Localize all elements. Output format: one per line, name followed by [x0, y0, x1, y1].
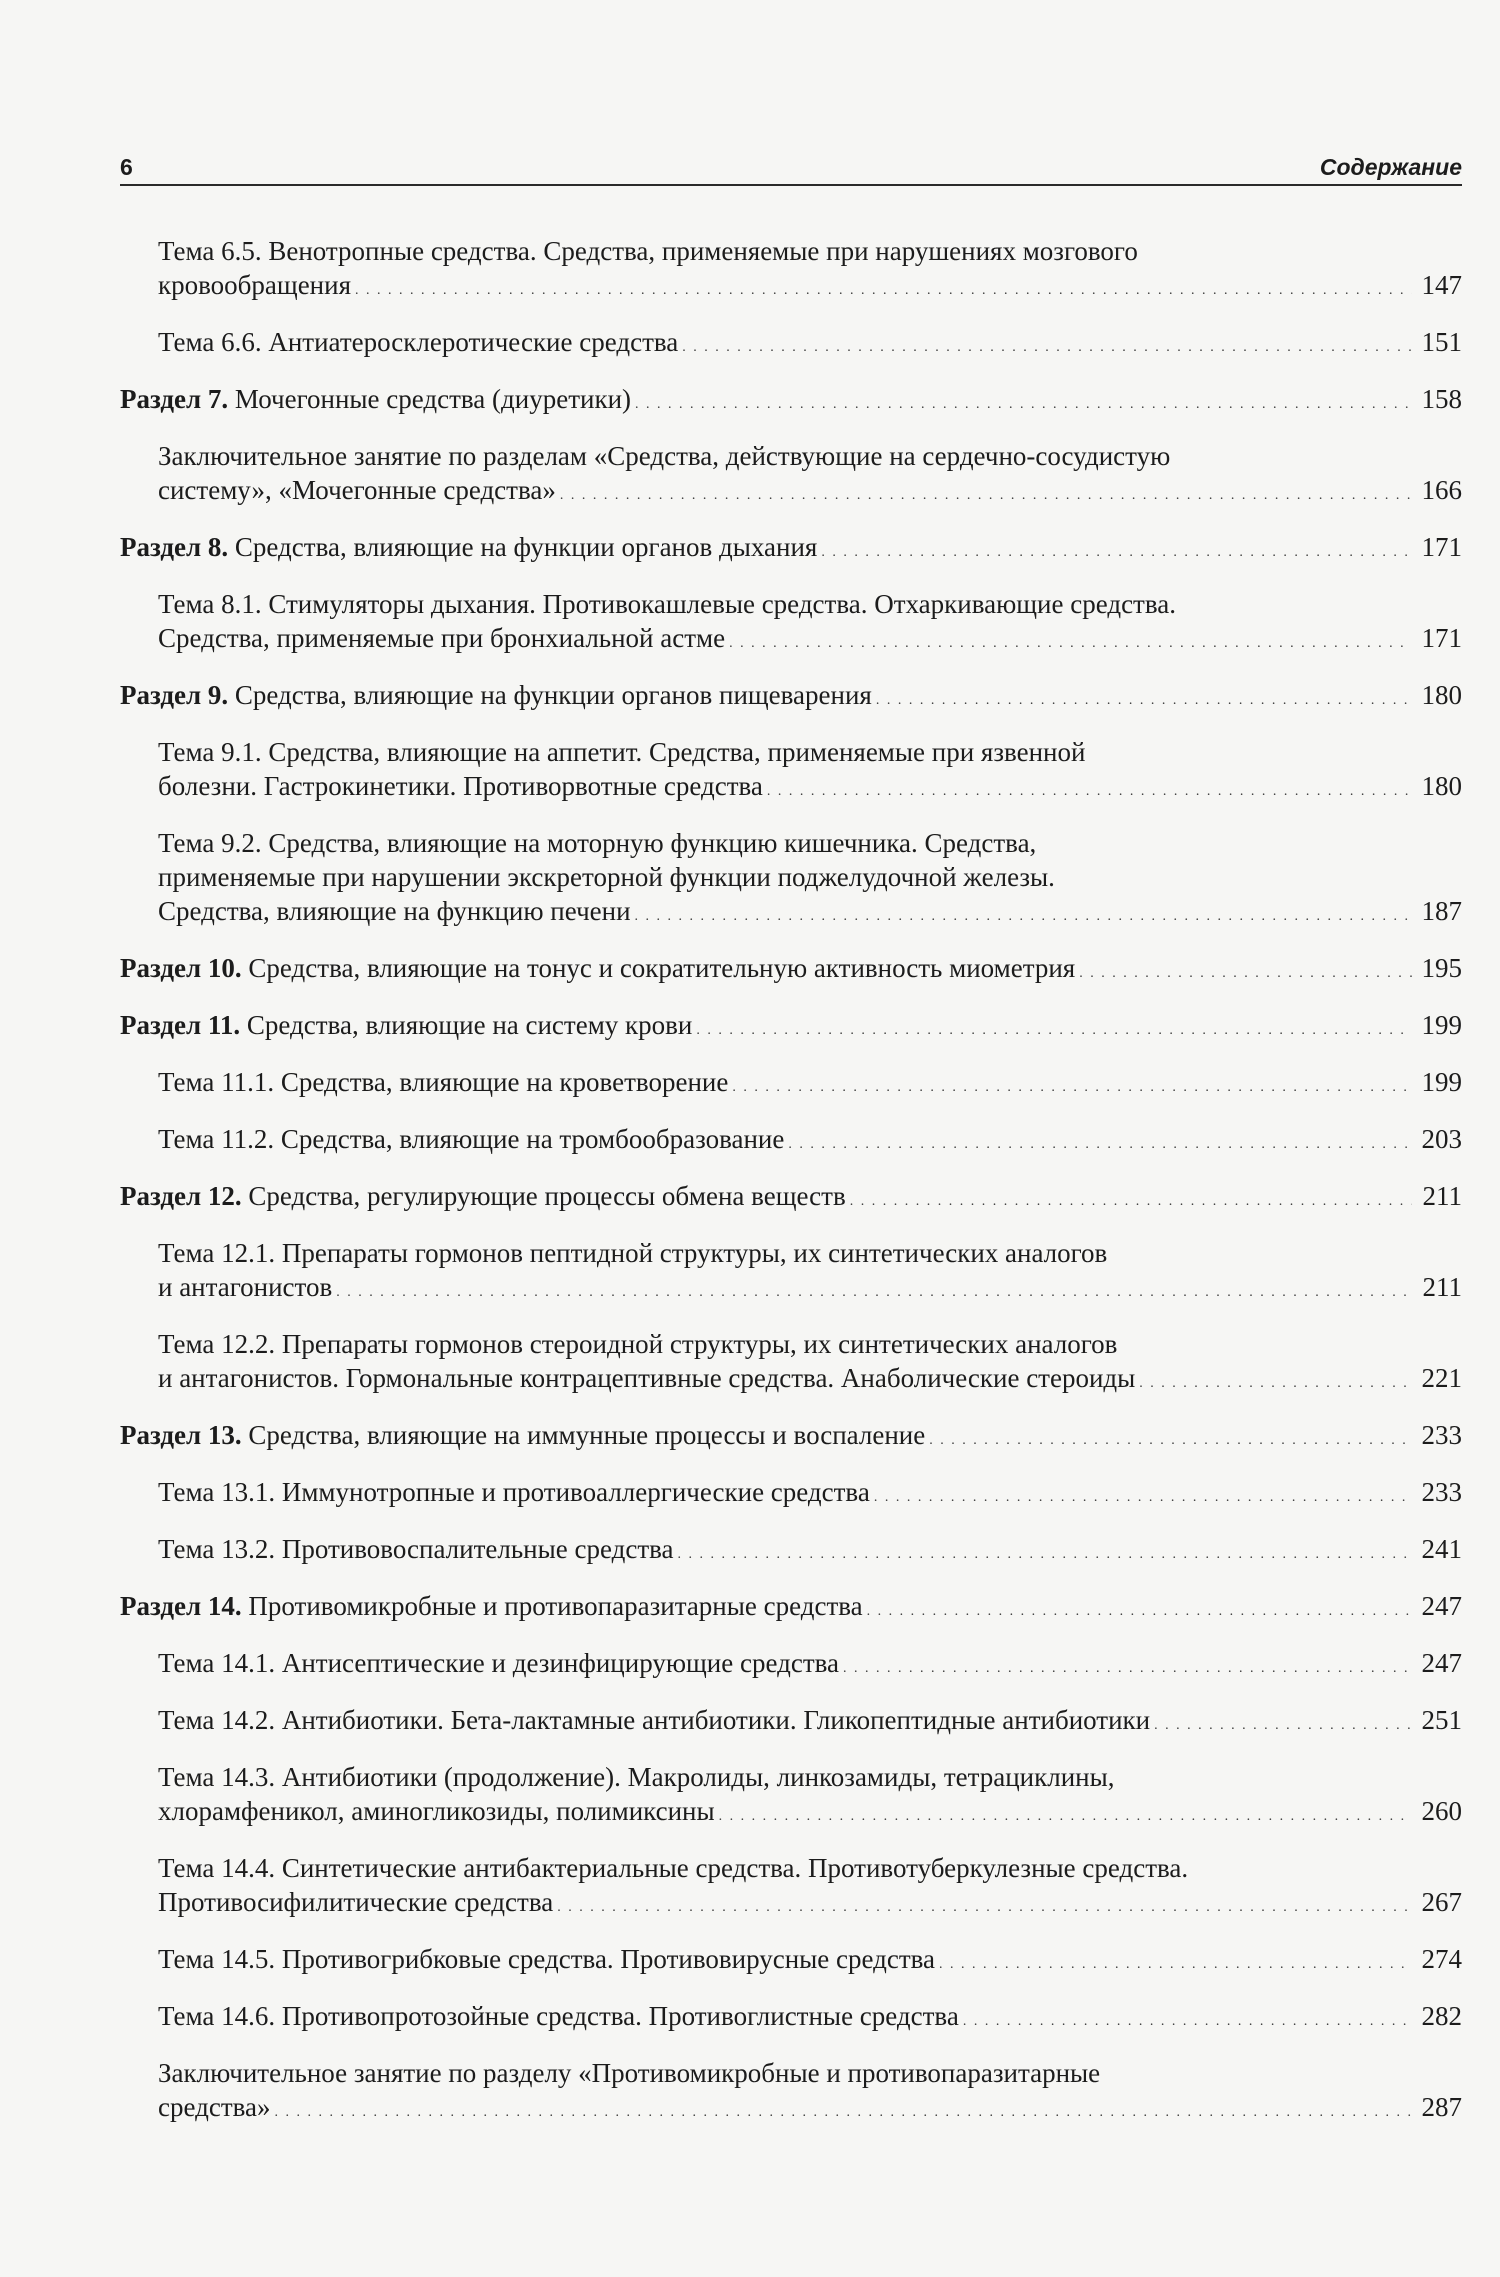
page-ref: 287: [1421, 2092, 1462, 2122]
entry-title: Противосифилитические средства: [158, 1887, 554, 1917]
page-ref: 247: [1421, 1591, 1462, 1621]
page-ref: 260: [1421, 1796, 1462, 1826]
entry-text: [120, 678, 872, 712]
toc-topic-entry[interactable]: [120, 1760, 1462, 1834]
entry-text: [158, 268, 351, 302]
entry-text: [158, 1999, 959, 2033]
entry-title: Средства, регулирующие процессы обмена веществ: [241, 1181, 846, 1211]
entry-title: Средства, влияющие на систему крови: [240, 1010, 693, 1040]
entry-title: кровообращения: [158, 270, 351, 300]
entry-gap: [120, 1310, 1462, 1327]
entry-gap: [120, 1162, 1462, 1179]
leader-dots: [719, 1794, 1412, 1834]
page-ref: 171: [1421, 532, 1462, 562]
page-ref: 180: [1421, 771, 1462, 801]
page-ref: 199: [1421, 1067, 1462, 1097]
page-ref: 282: [1421, 2001, 1462, 2031]
section-label: Раздел 8.: [120, 532, 229, 562]
entry-final-line: [158, 1703, 1462, 1743]
toc-section-entry[interactable]: [120, 1418, 1462, 1458]
entry-gap: [120, 2039, 1462, 2056]
entry-final-line: [120, 1008, 1462, 1048]
leader-dots: [557, 1885, 1412, 1925]
leader-dots: [867, 1589, 1412, 1629]
leader-dots: [788, 1122, 1412, 1162]
toc-topic-entry[interactable]: [120, 1327, 1462, 1401]
toc-topic-entry[interactable]: [120, 234, 1462, 308]
entry-gap: [120, 809, 1462, 826]
entry-final-line: [158, 621, 1462, 661]
entry-final-line: [158, 473, 1462, 513]
leader-dots: [729, 621, 1412, 661]
toc-topic-entry[interactable]: [120, 826, 1462, 934]
entry-final-line: [158, 894, 1462, 934]
entry-gap: [120, 1458, 1462, 1475]
entry-text-line: Тема 9.1. Средства, влияющие на аппетит. Средства, применяемые при язвенной: [158, 737, 1086, 767]
entry-text-line: Тема 12.2. Препараты гормонов стероидной структуры, их синтетических аналогов: [158, 1329, 1118, 1359]
entry-gap: [120, 1219, 1462, 1236]
entry-gap: [120, 1982, 1462, 1999]
entry-gap: [120, 661, 1462, 678]
page-ref: 171: [1421, 623, 1462, 653]
entry-gap: [120, 308, 1462, 325]
entry-gap: [120, 422, 1462, 439]
entry-text: [158, 1475, 870, 1509]
leader-dots: [876, 678, 1412, 718]
page-ref: 158: [1421, 384, 1462, 414]
entry-text: [158, 621, 725, 655]
page-ref: 233: [1421, 1420, 1462, 1450]
entry-title: и антагонистов: [158, 1272, 333, 1302]
entry-gap: [120, 1572, 1462, 1589]
entry-gap: [120, 718, 1462, 735]
entry-final-line: [120, 678, 1462, 718]
toc-topic-entry[interactable]: [120, 1999, 1462, 2039]
page-ref: 195: [1421, 953, 1462, 983]
entry-text: [158, 325, 678, 359]
entry-gap: [120, 1629, 1462, 1646]
entry-text: [158, 1885, 553, 1919]
entry-title: Тема 11.2. Средства, влияющие на тромбообразование: [158, 1124, 785, 1154]
toc-section-entry[interactable]: [120, 1589, 1462, 1629]
leader-dots: [336, 1270, 1412, 1310]
entry-title: Тема 13.2. Противовоспалительные средства: [158, 1534, 674, 1564]
section-label: Раздел 12.: [120, 1181, 242, 1211]
page-ref: 251: [1421, 1705, 1462, 1735]
leader-dots: [821, 530, 1412, 570]
entry-title: Тема 14.1. Антисептические и дезинфицирующие средства: [158, 1648, 839, 1678]
entry-gap: [120, 570, 1462, 587]
entry-text: [120, 530, 817, 564]
leader-dots: [939, 1942, 1412, 1982]
entry-text-line: применяемые при нарушении экскреторной функции поджелудочной железы.: [158, 862, 1055, 892]
entry-title: Тема 13.1. Иммунотропные и противоаллергические средства: [158, 1477, 870, 1507]
page-ref: 199: [1421, 1010, 1462, 1040]
entry-title: Средства, влияющие на функцию печени: [158, 896, 631, 926]
leader-dots: [560, 473, 1412, 513]
leader-dots: [732, 1065, 1412, 1105]
entry-final-line: [158, 1270, 1462, 1310]
entry-title: средства»: [158, 2092, 271, 2122]
entry-text: [158, 769, 763, 803]
toc-topic-entry[interactable]: [120, 1942, 1462, 1982]
entry-text: [158, 1703, 1150, 1737]
entry-title: болезни. Гастрокинетики. Противорвотные средства: [158, 771, 763, 801]
entry-title: систему», «Мочегонные средства»: [158, 475, 556, 505]
toc-section-entry[interactable]: [120, 678, 1462, 718]
toc-section-entry[interactable]: [120, 382, 1462, 422]
leader-dots: [635, 382, 1412, 422]
page-ref: 211: [1422, 1181, 1462, 1211]
page-ref: 267: [1421, 1887, 1462, 1917]
entry-title: Средства, влияющие на тонус и сократительную активность миометрия: [241, 953, 1076, 983]
leader-dots: [275, 2090, 1412, 2130]
entry-final-line: [120, 530, 1462, 570]
entry-text-line: Тема 14.3. Антибиотики (продолжение). Макролиды, линкозамиды, тетрациклины,: [158, 1762, 1115, 1792]
leader-dots: [767, 769, 1412, 809]
entry-text: [158, 473, 556, 507]
entry-text: [120, 1179, 846, 1213]
running-title: Содержание: [1319, 154, 1462, 180]
entry-gap: [120, 365, 1462, 382]
entry-gap: [120, 1686, 1462, 1703]
page-ref: 221: [1421, 1363, 1462, 1393]
entry-text: [158, 2090, 271, 2124]
page-ref: 147: [1421, 270, 1462, 300]
entry-text: [158, 1794, 715, 1828]
leader-dots: [850, 1179, 1412, 1219]
entry-final-line: [120, 1418, 1462, 1458]
entry-final-line: [158, 1646, 1462, 1686]
entry-text: [158, 1942, 935, 1976]
section-label: Раздел 11.: [120, 1010, 241, 1040]
entry-final-line: [120, 1589, 1462, 1629]
entry-title: Средства, применяемые при бронхиальной астме: [158, 623, 726, 653]
entry-text: [158, 1646, 839, 1680]
entry-text: [158, 1065, 728, 1099]
page-ref: 203: [1421, 1124, 1462, 1154]
entry-title: Мочегонные средства (диуретики): [228, 384, 632, 414]
entry-final-line: [158, 1999, 1462, 2039]
entry-title: Тема 14.2. Антибиотики. Бета-лактамные антибиотики. Гликопептидные антибиотики: [158, 1705, 1151, 1735]
entry-gap: [120, 1743, 1462, 1760]
toc-section-entry[interactable]: [120, 951, 1462, 991]
entry-final-line: [120, 1179, 1462, 1219]
entry-title: Средства, влияющие на иммунные процессы и воспаление: [241, 1420, 926, 1450]
entry-text-line: Тема 14.4. Синтетические антибактериальные средства. Противотуберкулезные средства.: [158, 1853, 1189, 1883]
entry-final-line: [158, 1885, 1462, 1925]
toc-topic-entry[interactable]: [120, 1703, 1462, 1743]
entry-gap: [120, 1515, 1462, 1532]
entry-text-line: Тема 12.1. Препараты гормонов пептидной структуры, их синтетических аналогов: [158, 1238, 1108, 1268]
entry-text: [120, 1418, 925, 1452]
leader-dots: [696, 1008, 1412, 1048]
section-label: Раздел 9.: [120, 680, 229, 710]
toc-section-entry[interactable]: [120, 1179, 1462, 1219]
entry-final-line: [158, 1065, 1462, 1105]
entry-gap: [120, 1925, 1462, 1942]
leader-dots: [678, 1532, 1412, 1572]
toc-topic-entry[interactable]: [120, 735, 1462, 809]
entry-text-line: Заключительное занятие по разделам «Средства, действующие на сердечно-сосудистую: [158, 441, 1171, 471]
entry-gap: [120, 1048, 1462, 1065]
entry-gap: [120, 1105, 1462, 1122]
entry-final-line: [120, 382, 1462, 422]
entry-title: Тема 14.5. Противогрибковые средства. Противовирусные средства: [158, 1944, 936, 1974]
page-ref: 180: [1421, 680, 1462, 710]
entry-text: [158, 1361, 1135, 1395]
entry-gap: [120, 513, 1462, 530]
leader-dots: [1139, 1361, 1412, 1401]
leader-dots: [874, 1475, 1412, 1515]
entry-title: хлорамфеникол, аминогликозиды, полимиксины: [158, 1796, 715, 1826]
leader-dots: [635, 894, 1412, 934]
entry-title: Тема 6.6. Антиатеросклеротические средства: [158, 327, 679, 357]
entry-final-line: [158, 1794, 1462, 1834]
toc-topic-entry[interactable]: [120, 439, 1462, 513]
entry-text-line: Заключительное занятие по разделу «Противомикробные и противопаразитарные: [158, 2058, 1101, 2088]
entry-text: [120, 1589, 863, 1623]
page-ref: 151: [1421, 327, 1462, 357]
entry-final-line: [158, 1942, 1462, 1982]
running-header: [120, 150, 1462, 186]
entry-title: и антагонистов. Гормональные контрацептивные средства. Анаболические стероиды: [158, 1363, 1136, 1393]
leader-dots: [1079, 951, 1412, 991]
leader-dots: [1154, 1703, 1412, 1743]
page-ref: 247: [1421, 1648, 1462, 1678]
section-label: Раздел 14.: [120, 1591, 242, 1621]
page-ref: 211: [1422, 1272, 1462, 1302]
page-ref: 166: [1421, 475, 1462, 505]
entry-text: [158, 1122, 784, 1156]
entry-final-line: [158, 1475, 1462, 1515]
leader-dots: [843, 1646, 1412, 1686]
toc-topic-entry[interactable]: [120, 1851, 1462, 1925]
leader-dots: [355, 268, 1412, 308]
page-number: 6: [120, 154, 133, 180]
entry-text-line: Тема 8.1. Стимуляторы дыхания. Противокашлевые средства. Отхаркивающие средства.: [158, 589, 1176, 619]
entry-text: [120, 951, 1075, 985]
entry-gap: [120, 934, 1462, 951]
page-ref: 241: [1421, 1534, 1462, 1564]
entry-text: [120, 382, 631, 416]
leader-dots: [963, 1999, 1412, 2039]
entry-final-line: [158, 1361, 1462, 1401]
toc-topic-entry[interactable]: [120, 1065, 1462, 1105]
toc-topic-entry[interactable]: [120, 1236, 1462, 1310]
entry-gap: [120, 991, 1462, 1008]
entry-final-line: [158, 325, 1462, 365]
section-label: Раздел 13.: [120, 1420, 242, 1450]
leader-dots: [682, 325, 1412, 365]
entry-gap: [120, 1401, 1462, 1418]
entry-final-line: [158, 769, 1462, 809]
toc-topic-entry[interactable]: [120, 587, 1462, 661]
entry-final-line: [158, 268, 1462, 308]
entry-final-line: [120, 951, 1462, 991]
toc-topic-entry[interactable]: [120, 1532, 1462, 1572]
toc-topic-entry[interactable]: [120, 2056, 1462, 2130]
toc-topic-entry[interactable]: [120, 1475, 1462, 1515]
entry-text-line: Тема 6.5. Венотропные средства. Средства, применяемые при нарушениях мозгового: [158, 236, 1138, 266]
entry-gap: [120, 1834, 1462, 1851]
page-ref: 187: [1421, 896, 1462, 926]
page-ref: 274: [1421, 1944, 1462, 1974]
page-ref: 233: [1421, 1477, 1462, 1507]
entry-text: [158, 894, 631, 928]
entry-title: Тема 14.6. Противопротозойные средства. Противоглистные средства: [158, 2001, 959, 2031]
entry-title: Противомикробные и противопаразитарные средства: [241, 1591, 863, 1621]
entry-text: [120, 1008, 692, 1042]
entry-title: Тема 11.1. Средства, влияющие на кроветворение: [158, 1067, 729, 1097]
entry-title: Средства, влияющие на функции органов пищеварения: [228, 680, 872, 710]
leader-dots: [929, 1418, 1412, 1458]
toc-topic-entry[interactable]: [120, 1122, 1462, 1162]
entry-final-line: [158, 2090, 1462, 2130]
toc-topic-entry[interactable]: [120, 325, 1462, 365]
table-of-contents: [120, 234, 1462, 2130]
entry-title: Средства, влияющие на функции органов дыхания: [228, 532, 818, 562]
section-label: Раздел 10.: [120, 953, 242, 983]
entry-final-line: [158, 1532, 1462, 1572]
entry-text: [158, 1270, 332, 1304]
entry-final-line: [158, 1122, 1462, 1162]
entry-text-line: Тема 9.2. Средства, влияющие на моторную функцию кишечника. Средства,: [158, 828, 1037, 858]
toc-section-entry[interactable]: [120, 1008, 1462, 1048]
section-label: Раздел 7.: [120, 384, 229, 414]
toc-topic-entry[interactable]: [120, 1646, 1462, 1686]
toc-section-entry[interactable]: [120, 530, 1462, 570]
entry-text: [158, 1532, 674, 1566]
